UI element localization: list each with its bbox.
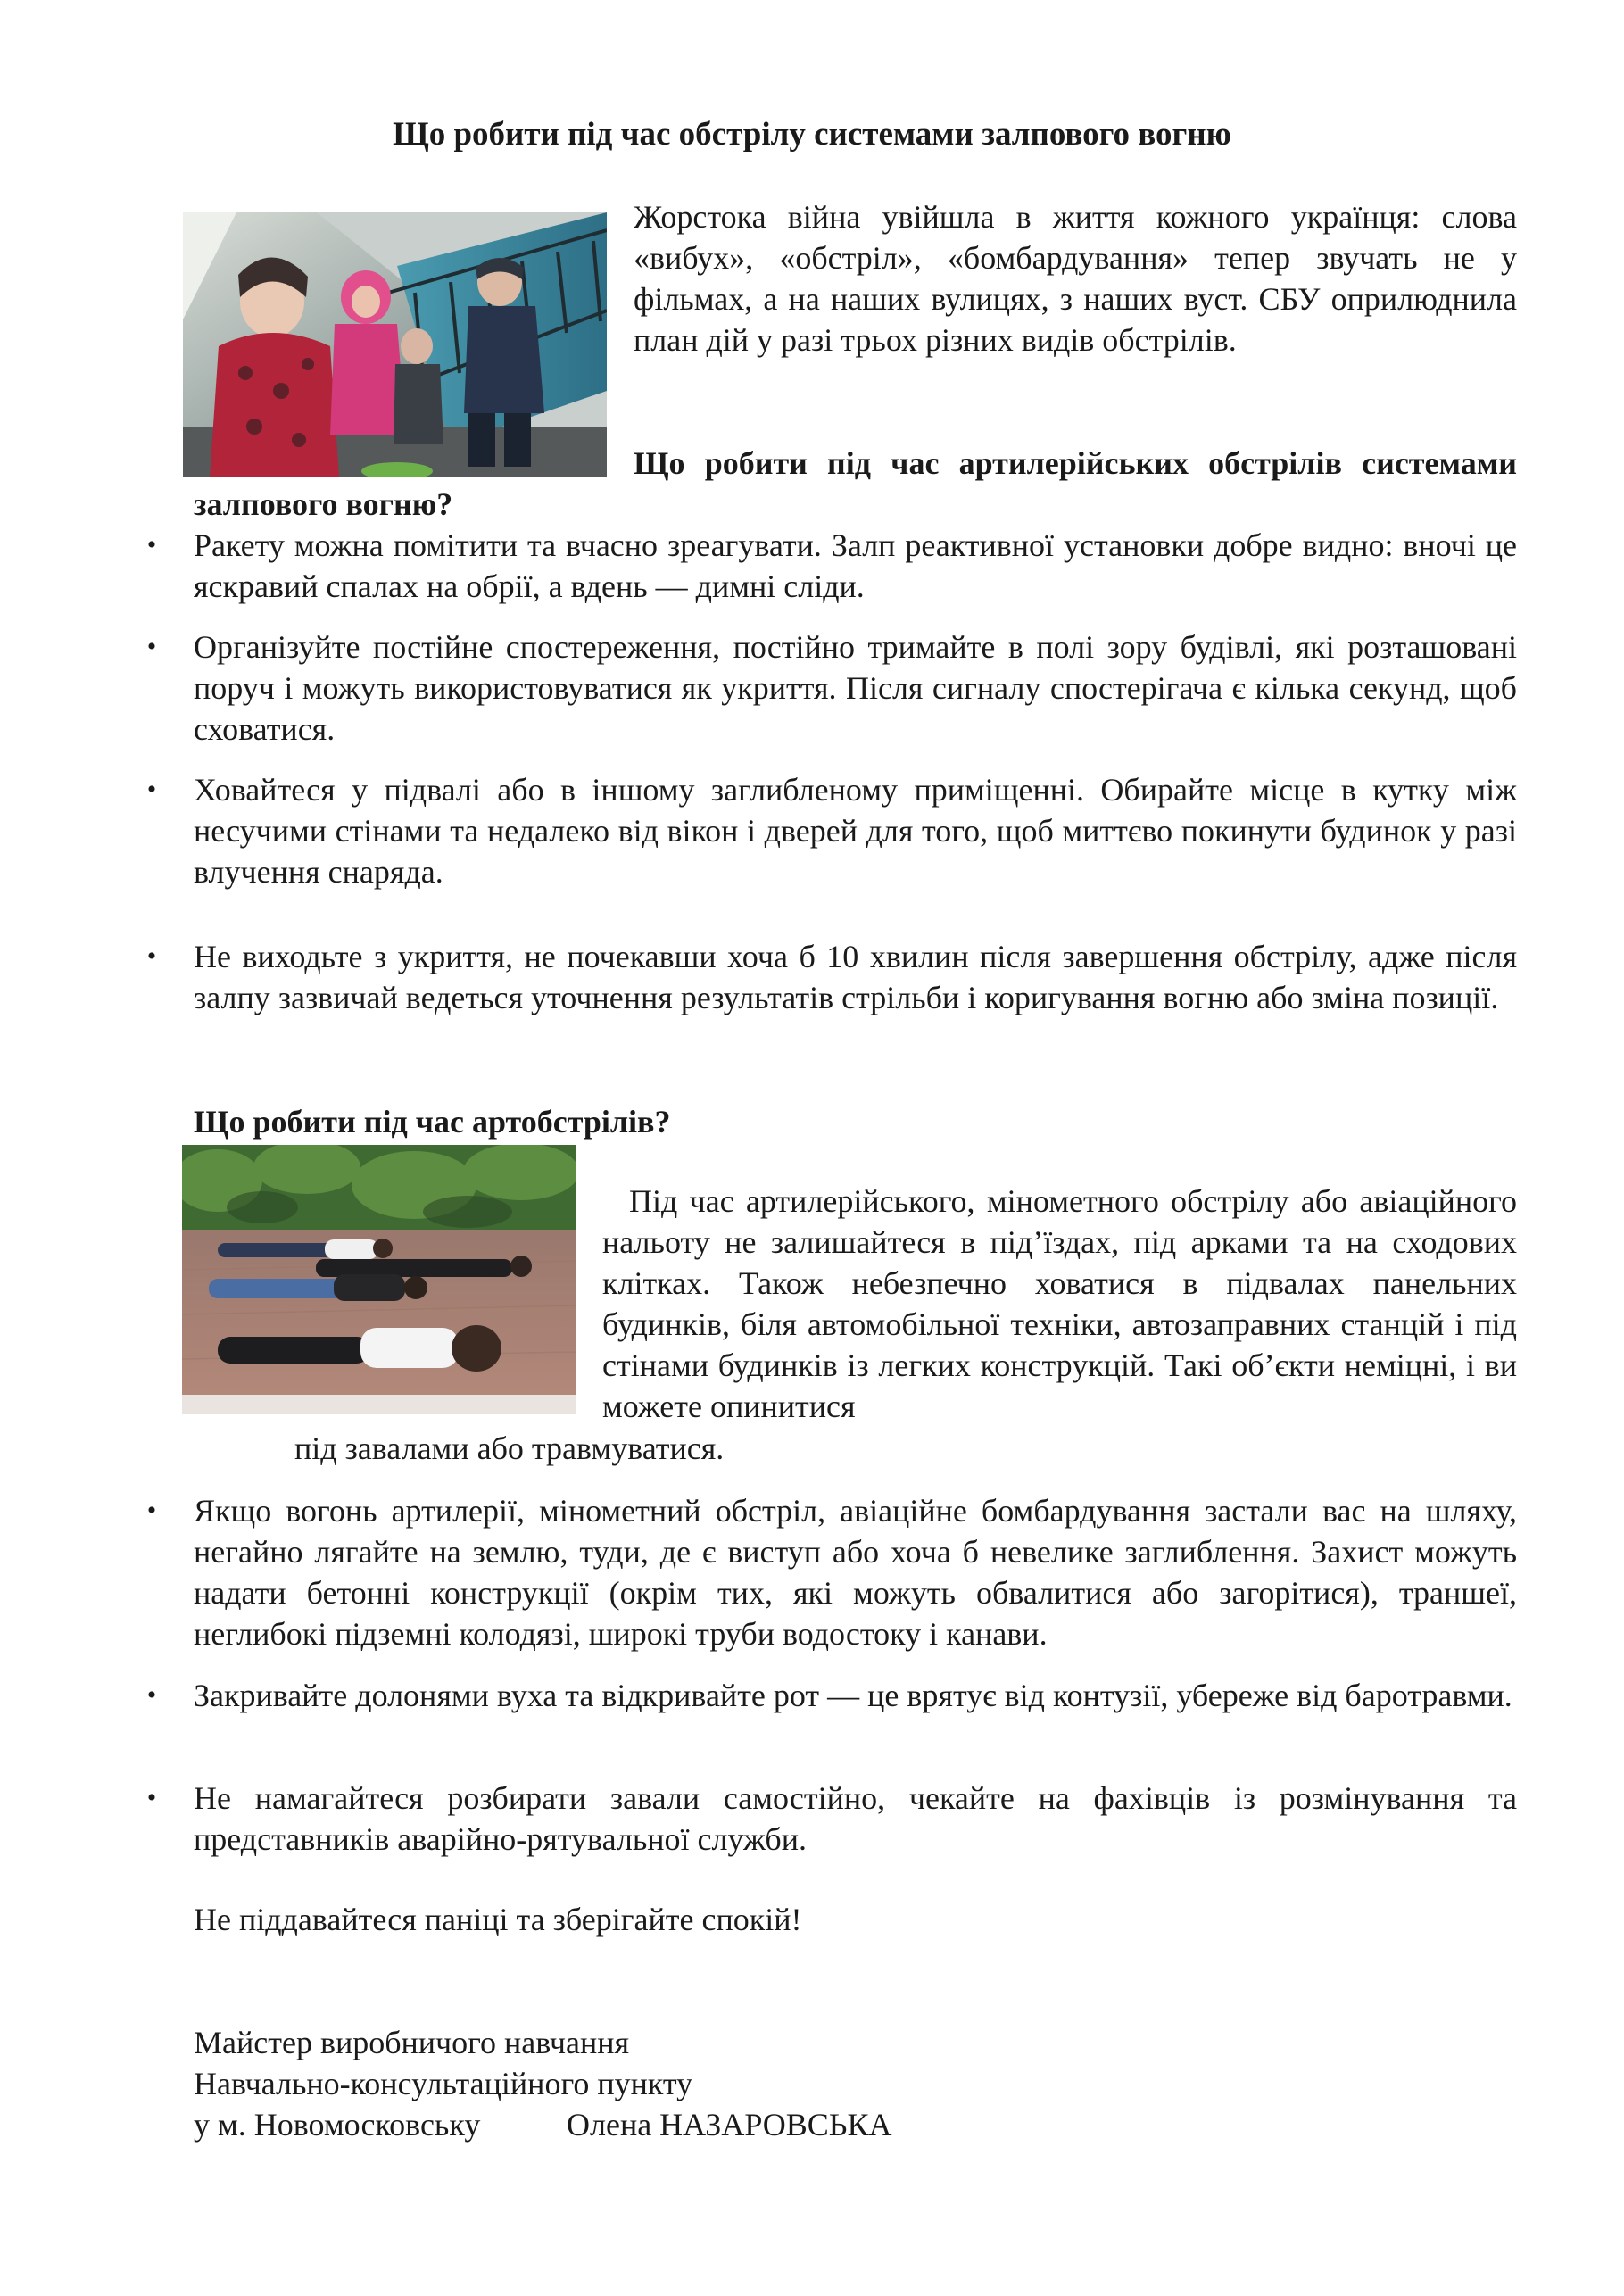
list-item-text: Якщо вогонь артилерії, мінометний обстріл, авіаційне бомбардування застали вас на шляху, негайно лягайте на землю, туди, де є виступ або хоча б невелике заглиблення. Захист можуть надати бетонні конструкції (окрім тих, які можуть обвалитися або загорітися), траншеї, неглибокі підземні колодязі, широкі труби водостоку і канави.: [194, 1493, 1517, 1652]
bullet-icon: •: [146, 632, 157, 661]
list-item-text: Ракету можна помітити та вчасно зреагувати. Залп реактивної установки добре видно: вночі це яскравий спалах на обрії, а вдень — димні сліди.: [194, 527, 1517, 604]
signature-position: Майстер виробничого навчання: [194, 2025, 630, 2060]
bullet-icon: •: [146, 1783, 157, 1812]
people-lying-ground-photo: [182, 1145, 576, 1414]
bullet-icon: •: [146, 775, 157, 804]
children-stairway-photo: [183, 212, 607, 477]
signature-name: Олена НАЗАРОВСЬКА: [567, 2107, 892, 2143]
section1-heading: Що робити під час артилерійських обстрілів системами залпового вогню?: [194, 445, 1517, 522]
signature-organization: Навчально-консультаційного пункту: [194, 2066, 693, 2101]
section2-heading: Що робити під час артобстрілів?: [194, 1104, 671, 1140]
list-item: [146, 1778, 1517, 1860]
list-item: [146, 769, 1517, 892]
closing-line: Не піддавайтеся паніці та зберігайте спокій!: [194, 1902, 802, 1937]
section2-paragraph: Під час артилерійського, мінометного обстрілу або авіаційного нальоту не залишайтеся в під’їздах, під арками та на сходових клітках. Також небезпечно ховатися в підвалах панельних будинків, біля автомобільної техніки, автозаправних станцій і під стінами будинків із легких конструкцій. Такі об’єкти неміцні, і ви можете опинитися: [602, 1183, 1517, 1424]
bullet-icon: •: [146, 941, 157, 971]
list-item-text: Не виходьте з укриття, не почекавши хоча б 10 хвилин після завершення обстрілу, адже після залпу зазвичай ведеться уточнення результатів стрільби і коригування вогню або зміна позиції.: [194, 939, 1517, 1015]
list-item: [146, 936, 1517, 1018]
list-item-text: Не намагайтеся розбирати завали самостійно, чекайте на фахівців із розмінування та представників аварійно-рятувальної служби.: [194, 1780, 1517, 1857]
list-item: [146, 525, 1517, 607]
list-item-text: Закривайте долонями вуха та відкривайте рот — це врятує від контузії, убереже від баротравми.: [194, 1678, 1512, 1713]
section2-paragraph-tail: під завалами або травмуватися.: [294, 1430, 725, 1466]
bullet-icon: •: [146, 530, 157, 559]
list-item-text: Ховайтеся у підвалі або в іншому заглибленому приміщенні. Обирайте місце в кутку між несучими стінами та недалеко від вікон і дверей для того, щоб миттєво покинути будинок у разі влучення снаряда.: [194, 772, 1517, 890]
bullet-icon: •: [146, 1680, 157, 1710]
list-item: [146, 626, 1517, 750]
list-item: [146, 1675, 1517, 1716]
list-item: [146, 1490, 1517, 1654]
page-title: Що робити під час обстрілу системами залпового вогню: [393, 116, 1231, 153]
intro-paragraph: Жорстока війна увійшла в життя кожного українця: слова «вибух», «обстріл», «бомбардування» тепер звучать не у фільмах, а на наших вулицях, з наших вуст. СБУ оприлюднила план дій у разі трьох різних видів обстрілів.: [634, 199, 1517, 358]
bullet-icon: •: [146, 1496, 157, 1525]
list-item-text: Організуйте постійне спостереження, постійно тримайте в полі зору будівлі, які розташовані поруч і можуть використовуватися як укриття. Після сигналу спостерігача є кілька секунд, щоб сховатися.: [194, 629, 1517, 747]
signature-location: у м. Новомосковську: [194, 2107, 481, 2143]
